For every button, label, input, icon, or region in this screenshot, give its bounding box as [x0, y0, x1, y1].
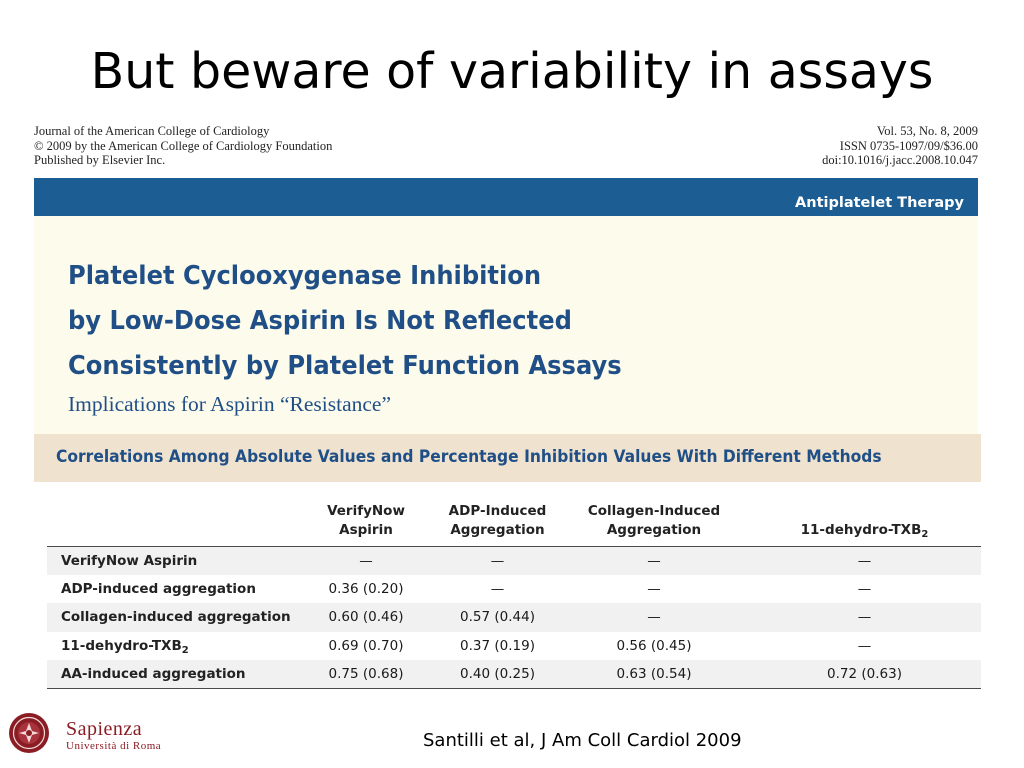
table-cell: 0.63 (0.54) — [560, 660, 748, 689]
table-row — [47, 547, 981, 576]
journal-issn: ISSN 0735-1097/09/$36.00 — [839, 138, 978, 153]
correlation-table-container — [47, 488, 981, 688]
journal-publisher: Published by Elsevier Inc. — [34, 153, 166, 167]
table-row — [47, 660, 981, 689]
university-name: Sapienza — [66, 718, 143, 740]
article-header-panel — [34, 216, 978, 434]
table-row — [47, 575, 981, 603]
table-caption-bar — [34, 434, 981, 482]
journal-name: Journal of the American College of Cardiology — [34, 124, 270, 138]
article-title — [68, 254, 719, 389]
table-cell: 0.57 (0.44) — [435, 603, 560, 631]
journal-volume: Vol. 53, No. 8, 2009 — [876, 124, 978, 138]
table-cell: — — [435, 575, 560, 603]
table-cell: 0.75 (0.68) — [297, 660, 435, 689]
table-cell: — — [748, 632, 981, 660]
table-cell: 0.37 (0.19) — [435, 632, 560, 660]
article-title-line: Consistently by Platelet Function Assays — [68, 351, 622, 381]
table-row — [47, 603, 981, 631]
table-cell: 0.40 (0.25) — [435, 660, 560, 689]
table-cell: 0.60 (0.46) — [297, 603, 435, 631]
row-label: ADP-induced aggregation — [47, 575, 297, 603]
journal-section-bar — [34, 178, 978, 216]
table-row — [47, 632, 981, 660]
table-caption: Correlations Among Absolute Values and Percentage Inhibition Values With Different Methods — [56, 447, 882, 466]
table-cell: 0.69 (0.70) — [297, 632, 435, 660]
section-label: Antiplatelet Therapy — [795, 195, 964, 211]
row-label: Collagen-induced aggregation — [47, 603, 297, 631]
journal-copyright: © 2009 by the American College of Cardiology Foundation — [34, 138, 333, 153]
university-subname: Università di Roma — [66, 740, 162, 752]
table-cell: 0.36 (0.20) — [297, 575, 435, 603]
row-label: AA-induced aggregation — [47, 660, 297, 689]
journal-info-right — [822, 124, 978, 168]
slide-title: But beware of variability in assays — [90, 43, 934, 100]
article-subtitle: Implications for Aspirin “Resistance” — [68, 392, 392, 416]
column-header-collagen: Collagen-Induced Aggregation — [560, 488, 748, 547]
table-cell: 0.72 (0.63) — [748, 660, 981, 689]
correlation-table — [47, 488, 981, 689]
journal-header — [34, 124, 978, 174]
table-cell: — — [560, 603, 748, 631]
row-label: VerifyNow Aspirin — [47, 547, 297, 576]
row-label: $11-dehydro-TXB_2$ — [47, 632, 297, 660]
column-header-adp: ADP-Induced Aggregation — [435, 488, 560, 547]
table-cell: — — [435, 547, 560, 576]
article-title-line: by Low-Dose Aspirin Is Not Reflected — [68, 306, 572, 336]
citation: Santilli et al, J Am Coll Cardiol 2009 — [423, 730, 742, 751]
university-seal-icon — [8, 710, 50, 756]
university-logo — [8, 710, 188, 760]
table-cell: — — [748, 575, 981, 603]
table-cell: — — [748, 603, 981, 631]
column-header-blank — [47, 488, 297, 547]
journal-info-left — [34, 124, 332, 168]
table-header-row — [47, 488, 981, 547]
table-cell: 0.56 (0.45) — [560, 632, 748, 660]
table-cell: — — [560, 547, 748, 576]
table-cell: — — [297, 547, 435, 576]
table-cell: — — [748, 547, 981, 576]
article-title-line: Platelet Cyclooxygenase Inhibition — [68, 261, 542, 291]
journal-doi: doi:10.1016/j.jacc.2008.10.047 — [822, 153, 978, 167]
column-header-txb2: $11-dehydro-TXB_2$ — [748, 488, 981, 547]
table-cell: — — [560, 575, 748, 603]
column-header-verifynow: VerifyNow Aspirin — [297, 488, 435, 547]
